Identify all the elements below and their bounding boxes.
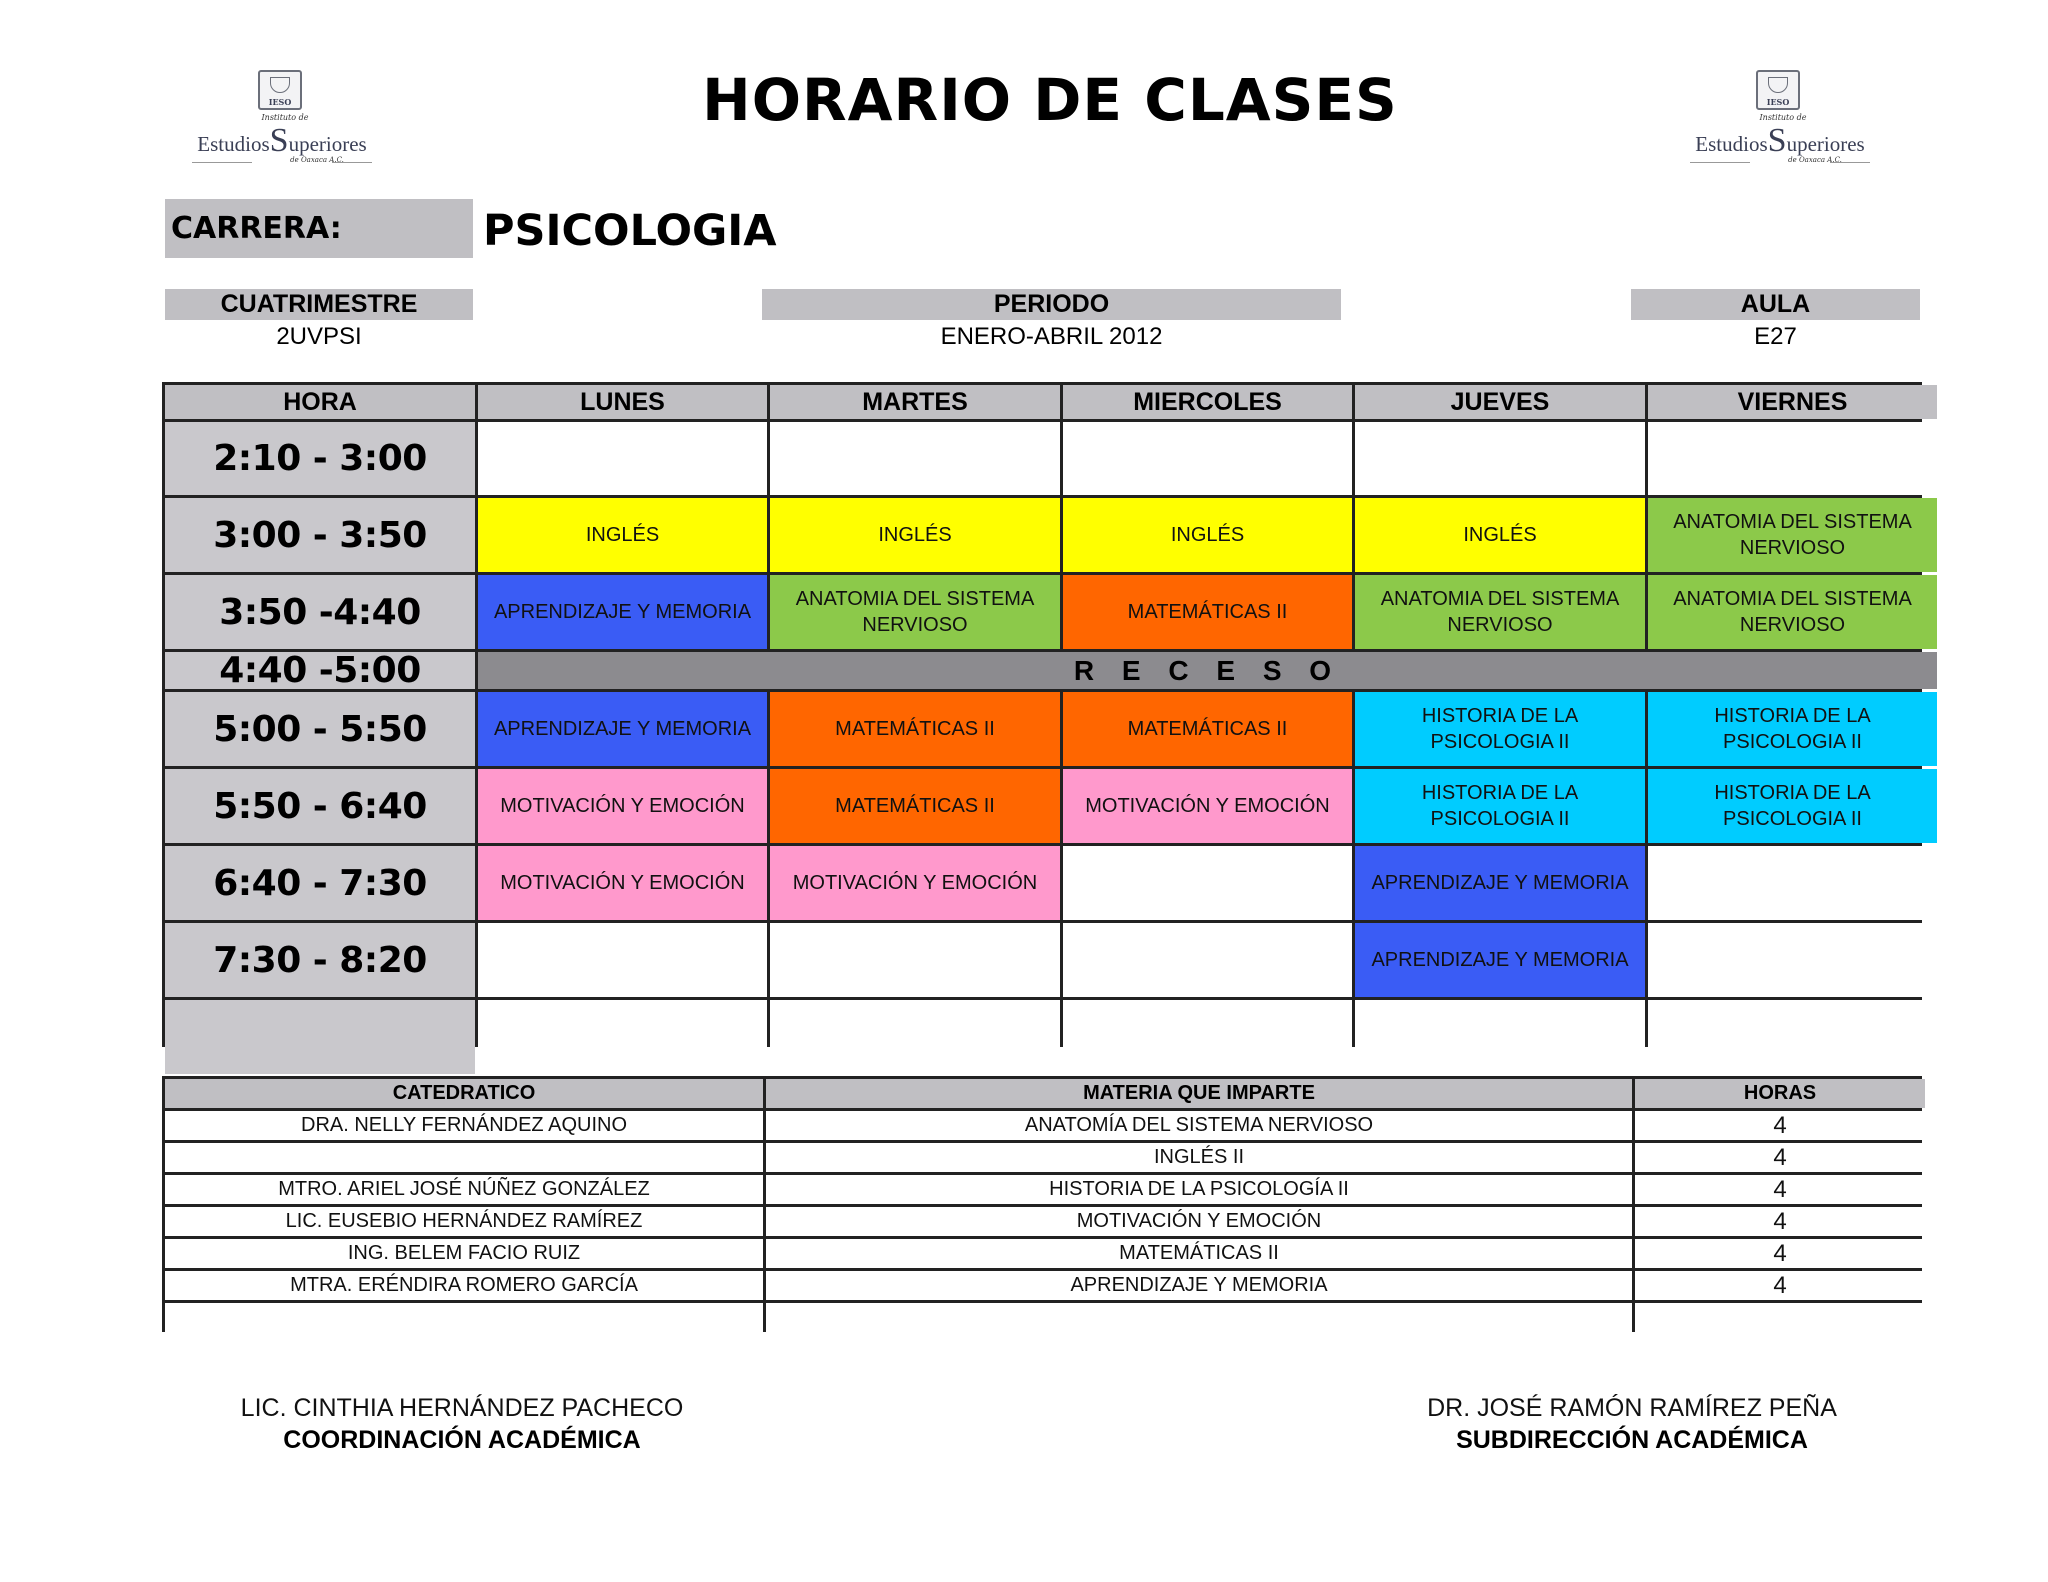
institute-logo-right: IESO Instituto de EstudiosSuperiores de Oaxaca A.C. xyxy=(1680,70,1880,180)
time-slot xyxy=(165,1000,475,1074)
class-cell: APRENDIZAJE Y MEMORIA xyxy=(478,575,767,649)
hours-value: 4 xyxy=(1635,1111,1925,1140)
class-cell: APRENDIZAJE Y MEMORIA xyxy=(1355,923,1645,997)
time-slot: 7:30 - 8:20 xyxy=(165,923,475,997)
class-cell: APRENDIZAJE Y MEMORIA xyxy=(1355,846,1645,920)
column-header: CATEDRATICO xyxy=(165,1079,763,1108)
class-cell: MOTIVACIÓN Y EMOCIÓN xyxy=(478,846,767,920)
schedule-table xyxy=(162,382,1922,1047)
time-slot: 5:00 - 5:50 xyxy=(165,692,475,766)
periodo-label: PERIODO xyxy=(762,289,1341,320)
institute-logo-left: IESO Instituto de EstudiosSuperiores de Oaxaca A.C. xyxy=(182,70,382,180)
class-cell: HISTORIA DE LA PSICOLOGIA II xyxy=(1355,692,1645,766)
aula-label: AULA xyxy=(1631,289,1920,320)
carrera-value: PSICOLOGIA xyxy=(483,206,777,256)
hours-value: 4 xyxy=(1635,1175,1925,1204)
shield-icon: IESO xyxy=(258,70,302,110)
subject-name: MOTIVACIÓN Y EMOCIÓN xyxy=(766,1207,1632,1236)
class-cell xyxy=(1063,923,1352,997)
class-cell xyxy=(1648,923,1937,997)
class-cell: INGLÉS xyxy=(1063,498,1352,572)
teacher-name: DRA. NELLY FERNÁNDEZ AQUINO xyxy=(165,1111,763,1140)
time-slot: 3:50 -4:40 xyxy=(165,575,475,649)
class-cell xyxy=(1355,422,1645,495)
hours-value: 4 xyxy=(1635,1239,1925,1268)
class-cell: ANATOMIA DEL SISTEMA NERVIOSO xyxy=(1648,498,1937,572)
class-cell xyxy=(478,422,767,495)
class-cell: MOTIVACIÓN Y EMOCIÓN xyxy=(770,846,1060,920)
aula-value: E27 xyxy=(1754,323,1797,350)
class-cell xyxy=(770,1000,1060,1074)
class-cell xyxy=(770,923,1060,997)
signatory-role: SUBDIRECCIÓN ACADÉMICA xyxy=(1456,1426,1808,1454)
teacher-name xyxy=(165,1303,763,1332)
class-cell xyxy=(1355,1000,1645,1074)
shield-icon: IESO xyxy=(1756,70,1800,110)
signatory-name: DR. JOSÉ RAMÓN RAMÍREZ PEÑA xyxy=(1427,1394,1837,1422)
class-cell: MATEMÁTICAS II xyxy=(770,769,1060,843)
cuatrimestre-label: CUATRIMESTRE xyxy=(165,289,473,320)
subject-name: INGLÉS II xyxy=(766,1143,1632,1172)
class-cell xyxy=(1648,422,1937,495)
signatory-name: LIC. CINTHIA HERNÁNDEZ PACHECO xyxy=(240,1394,684,1422)
column-header: HORAS xyxy=(1635,1079,1925,1108)
class-cell xyxy=(1063,422,1352,495)
column-header: JUEVES xyxy=(1355,385,1645,419)
teacher-name: ING. BELEM FACIO RUIZ xyxy=(165,1239,763,1268)
class-cell: MOTIVACIÓN Y EMOCIÓN xyxy=(478,769,767,843)
signature-left xyxy=(212,1392,712,1456)
class-cell: MATEMÁTICAS II xyxy=(1063,575,1352,649)
class-cell xyxy=(1063,846,1352,920)
class-cell: ANATOMIA DEL SISTEMA NERVIOSO xyxy=(1648,575,1937,649)
hours-value: 4 xyxy=(1635,1271,1925,1300)
class-cell: HISTORIA DE LA PSICOLOGIA II xyxy=(1648,692,1937,766)
time-slot: 3:00 - 3:50 xyxy=(165,498,475,572)
class-cell xyxy=(1648,1000,1937,1074)
subject-name: HISTORIA DE LA PSICOLOGÍA II xyxy=(766,1175,1632,1204)
class-cell: ANATOMIA DEL SISTEMA NERVIOSO xyxy=(1355,575,1645,649)
column-header: VIERNES xyxy=(1648,385,1937,419)
class-cell: HISTORIA DE LA PSICOLOGIA II xyxy=(1355,769,1645,843)
periodo-value: ENERO-ABRIL 2012 xyxy=(940,323,1163,350)
class-cell: INGLÉS xyxy=(1355,498,1645,572)
subject-name: ANATOMÍA DEL SISTEMA NERVIOSO xyxy=(766,1111,1632,1140)
time-slot: 4:40 -5:00 xyxy=(165,652,475,689)
column-header: HORA xyxy=(165,385,475,419)
class-cell: APRENDIZAJE Y MEMORIA xyxy=(478,692,767,766)
subject-name xyxy=(766,1303,1632,1332)
class-cell: INGLÉS xyxy=(478,498,767,572)
class-cell xyxy=(1648,846,1937,920)
teacher-name: LIC. EUSEBIO HERNÁNDEZ RAMÍREZ xyxy=(165,1207,763,1236)
teachers-table xyxy=(162,1076,1922,1332)
time-slot: 2:10 - 3:00 xyxy=(165,422,475,495)
class-cell: HISTORIA DE LA PSICOLOGIA II xyxy=(1648,769,1937,843)
page-title: HORARIO DE CLASES xyxy=(702,66,1398,134)
class-cell: ANATOMIA DEL SISTEMA NERVIOSO xyxy=(770,575,1060,649)
column-header: MATERIA QUE IMPARTE xyxy=(766,1079,1632,1108)
class-cell: MATEMÁTICAS II xyxy=(770,692,1060,766)
column-header: LUNES xyxy=(478,385,767,419)
subject-name: MATEMÁTICAS II xyxy=(766,1239,1632,1268)
signatory-role: COORDINACIÓN ACADÉMICA xyxy=(283,1426,641,1454)
hours-value: 4 xyxy=(1635,1207,1925,1236)
receso-banner: R E C E S O xyxy=(478,652,1937,689)
teacher-name: MTRO. ARIEL JOSÉ NÚÑEZ GONZÁLEZ xyxy=(165,1175,763,1204)
class-cell xyxy=(478,923,767,997)
class-cell: MOTIVACIÓN Y EMOCIÓN xyxy=(1063,769,1352,843)
cuatrimestre-value: 2UVPSI xyxy=(276,323,362,350)
subject-name: APRENDIZAJE Y MEMORIA xyxy=(766,1271,1632,1300)
column-header: MIERCOLES xyxy=(1063,385,1352,419)
class-cell xyxy=(1063,1000,1352,1074)
time-slot: 5:50 - 6:40 xyxy=(165,769,475,843)
class-cell xyxy=(478,1000,767,1074)
signature-right xyxy=(1382,1392,1882,1456)
class-cell: INGLÉS xyxy=(770,498,1060,572)
carrera-label: CARRERA: xyxy=(165,199,473,258)
column-header: MARTES xyxy=(770,385,1060,419)
teacher-name: MTRA. ERÉNDIRA ROMERO GARCÍA xyxy=(165,1271,763,1300)
class-cell xyxy=(770,422,1060,495)
time-slot: 6:40 - 7:30 xyxy=(165,846,475,920)
teacher-name xyxy=(165,1143,763,1172)
hours-value: 4 xyxy=(1635,1143,1925,1172)
hours-value xyxy=(1635,1303,1925,1332)
class-cell: MATEMÁTICAS II xyxy=(1063,692,1352,766)
